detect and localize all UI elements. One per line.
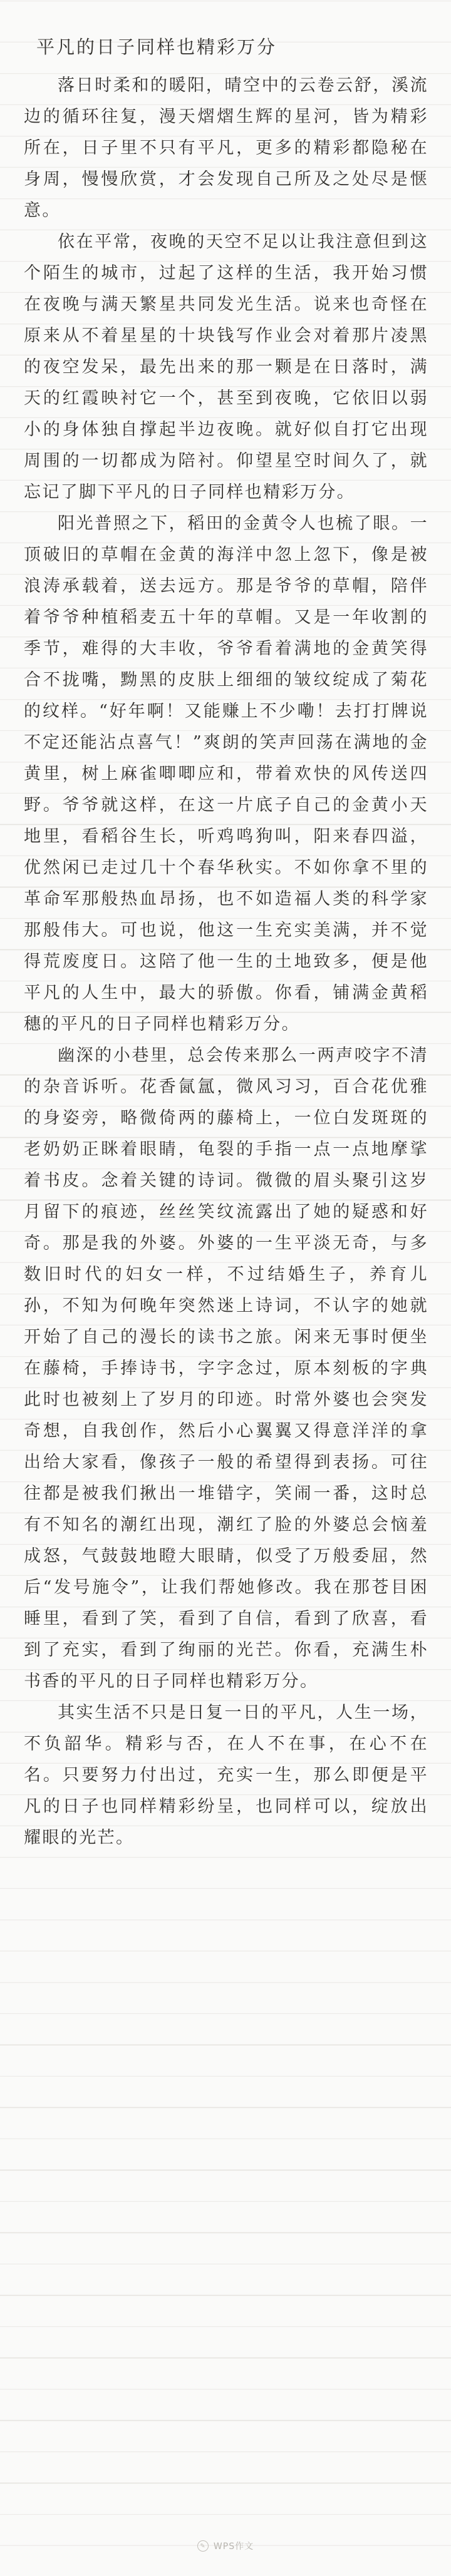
essay-title: 平凡的日子同样也精彩万分 — [36, 36, 277, 58]
footer-text: WPS作文 — [213, 2542, 254, 2552]
essay-paragraph-2: 依在平常，夜晚的天空不足以让我注意但到这个陌生的城市，过起了这样的生活，我开始习惯在夜晚与满天繁星共同发光生活。说来也奇怪在原来从不着星星的十块钱写作业会对着那片凌黑的夜空发呆，最先出来的那一颗是在日落时，满天的红霞映衬它一个，甚至到夜晚，它依旧以弱小的身体独自撑起半边夜晚。就好似自打它出现周围的一切都成为陪衬。仰望星空时间久了，就忘记了脚下平凡的日子同样也精彩万分。 — [24, 232, 428, 502]
essay-paragraph-3: 阳光普照之下，稻田的金黄令人也梳了眼。一顶破旧的草帽在金黄的海洋中忽上忽下，像是被浪涛承载着，送去远方。那是爷爷的草帽，陪伴着爷爷种植稻麦五十年的草帽。又是一年收割的季节，难得的大丰收，爷爷看着满地的金黄笑得合不拢嘴，黝黑的皮肤上细细的皱纹绽成了菊花的纹样。“好年啊！又能赚上不少嘞！去打打牌说不定还能沾点喜气！”爽朗的笑声回荡在满地的金黄里，树上麻雀唧唧应和，带着欢快的风传送四野。爷爷就这样，在这一片底子自己的金黄小天地里，看稻谷生长，听鸡鸣狗叫，阳来春四溢，优然闲已走过几十个春华秋实。不如你拿不里的革命军那般热血昂扬，也不如造福人类的科学家那般伟大。可也说，他这一生充实美满，并不觉得荒废度日。这陪了他一生的土地致多，便是他平凡的人生中，最大的骄傲。你看，铺满金黄稻穗的平凡的日子同样也精彩万分。 — [24, 514, 428, 1034]
essay-paragraph-5: 其实生活不只是日复一日的平凡，人生一场，不负韶华。精彩与否，在人不在事，在心不在名。只要努力付出过，充实一生，那么即便是平凡的日子也同样精彩纷呈，也同样可以，绽放出耀眼的光芒。 — [24, 1703, 428, 1848]
essay-paragraph-1: 落日时柔和的暖阳，晴空中的云卷云舒，溪流边的循环往复，漫天熠熠生辉的星河，皆为精彩所在，日子里不只有平凡，更多的精彩都隐秘在身周，慢慢欣赏，才会发现自己所及之处尽是惬意。 — [24, 76, 428, 220]
essay-paragraph-4: 幽深的小巷里，总会传来那么一两声咬字不清的杂音诉听。花香氤氲，微风习习，百合花优雅的身姿旁，略微倚两的藤椅上，一位白发斑斑的老奶奶正眯着眼睛，龟裂的手指一点一点地摩挲着书皮。念着关键的诗词。微微的眉头聚引这岁月留下的痕迹，丝丝笑纹流露出了她的疑惑和好奇。那是我的外婆。外婆的一生平淡无奇，与多数旧时代的妇女一样，不过结婚生子，养育儿孙，不知为何晚年突然迷上诗词，不认字的她就开始了自己的漫长的读书之旅。闲来无事时便坐在藤椅，手捧诗书，字字念过，原本刻板的字典此时也被刻上了岁月的印迹。时常外婆也会突发奇想，自我创作，然后小心翼翼又得意洋洋的拿出给大家看，像孩子一般的希望得到表扬。可往往都是被我们揪出一堆错字，笑闹一番，这时总有不知名的潮红出现，潮红了脸的外婆总会恼羞成怒，气鼓鼓地瞪大眼睛，似受了万般委屈，然后“发号施令”，让我们帮她修改。我在那苍目困睡里，看到了笑，看到了自信，看到了欣喜，看到了充实，看到了绚丽的光芒。你看，充满生朴书香的平凡的日子同样也精彩万分。 — [24, 1046, 428, 1691]
app-logo-icon: ✎ — [197, 2540, 209, 2552]
footer-watermark — [0, 2540, 451, 2552]
